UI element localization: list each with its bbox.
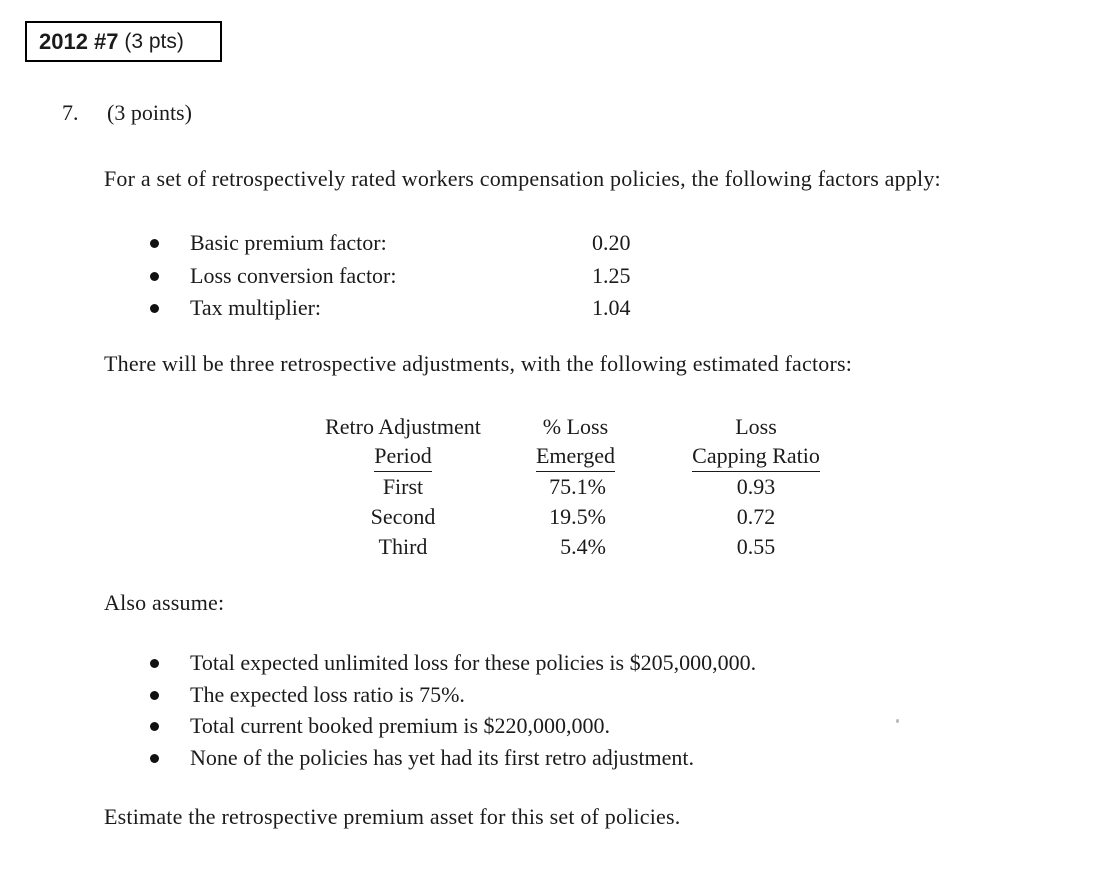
assumption-text: The expected loss ratio is 75%.: [190, 681, 465, 707]
exam-tag-points: (3 pts): [118, 29, 184, 53]
column-header-line2: Capping Ratio: [692, 442, 820, 472]
retro-adjustments-table: [318, 412, 849, 562]
cell-period: Third: [378, 534, 428, 559]
cell-loss-emerged: 75.1%: [549, 474, 606, 499]
column-header-loss-emerged: [488, 412, 663, 472]
factor-value: 1.04: [592, 295, 631, 320]
bullet-icon: [150, 239, 159, 248]
column-header-line2: Period: [374, 442, 431, 472]
also-assume-label: Also assume:: [104, 590, 225, 615]
final-prompt: Estimate the retrospective premium asset for this set of policies.: [104, 804, 681, 829]
bullet-icon: [150, 272, 159, 281]
bullet-icon: [150, 722, 159, 731]
factor-label: Loss conversion factor:: [190, 262, 397, 288]
assumption-item: [150, 742, 756, 774]
column-header-line1: % Loss: [542, 414, 609, 439]
column-header-line1: Retro Adjustment: [325, 414, 481, 439]
cell-loss-emerged: 19.5%: [549, 504, 606, 529]
bullet-icon: [150, 304, 159, 313]
assumption-item: [150, 647, 756, 679]
assumption-item: [150, 710, 756, 742]
factor-value: 1.25: [592, 262, 631, 288]
column-header-line2: Emerged: [536, 442, 615, 472]
cell-capping-ratio: 0.72: [736, 504, 776, 529]
assumption-text: Total expected unlimited loss for these policies is $205,000,000.: [190, 650, 757, 675]
question-points: (3 points): [107, 100, 192, 125]
column-header-period: [318, 412, 488, 472]
factor-value: 0.20: [592, 230, 631, 255]
bullet-icon: [150, 659, 159, 668]
intro-paragraph: For a set of retrospectively rated workers compensation policies, the following factors apply:: [104, 166, 941, 191]
question-number-line: [62, 100, 192, 126]
cell-period: First: [382, 474, 424, 499]
question-number: 7.: [62, 100, 79, 125]
assumption-item: [150, 679, 756, 711]
cell-period: Second: [370, 504, 436, 529]
factor-list: [150, 227, 631, 325]
factor-label: Basic premium factor:: [190, 230, 387, 255]
exam-tag-box: [25, 21, 222, 62]
assumption-text: Total current booked premium is $220,000,000.: [190, 713, 611, 738]
assumption-list: [150, 647, 756, 773]
column-header-line1: Loss: [735, 414, 777, 439]
adjustments-paragraph: There will be three retrospective adjustments, with the following estimated factors:: [104, 351, 853, 376]
cell-loss-emerged: 5.4%: [560, 534, 606, 559]
factor-item: [150, 292, 631, 325]
assumption-text: None of the policies has yet had its first retro adjustment.: [190, 744, 695, 770]
bullet-icon: [150, 691, 159, 700]
cell-capping-ratio: 0.55: [736, 534, 776, 559]
cell-capping-ratio: 0.93: [736, 474, 776, 499]
factor-label: Tax multiplier:: [190, 295, 322, 320]
factor-item: [150, 227, 631, 260]
exam-tag-label: 2012 #7: [39, 28, 119, 54]
column-header-capping-ratio: [663, 412, 849, 472]
bullet-icon: [150, 754, 159, 763]
scan-artifact: [896, 719, 899, 723]
factor-item: [150, 260, 631, 293]
